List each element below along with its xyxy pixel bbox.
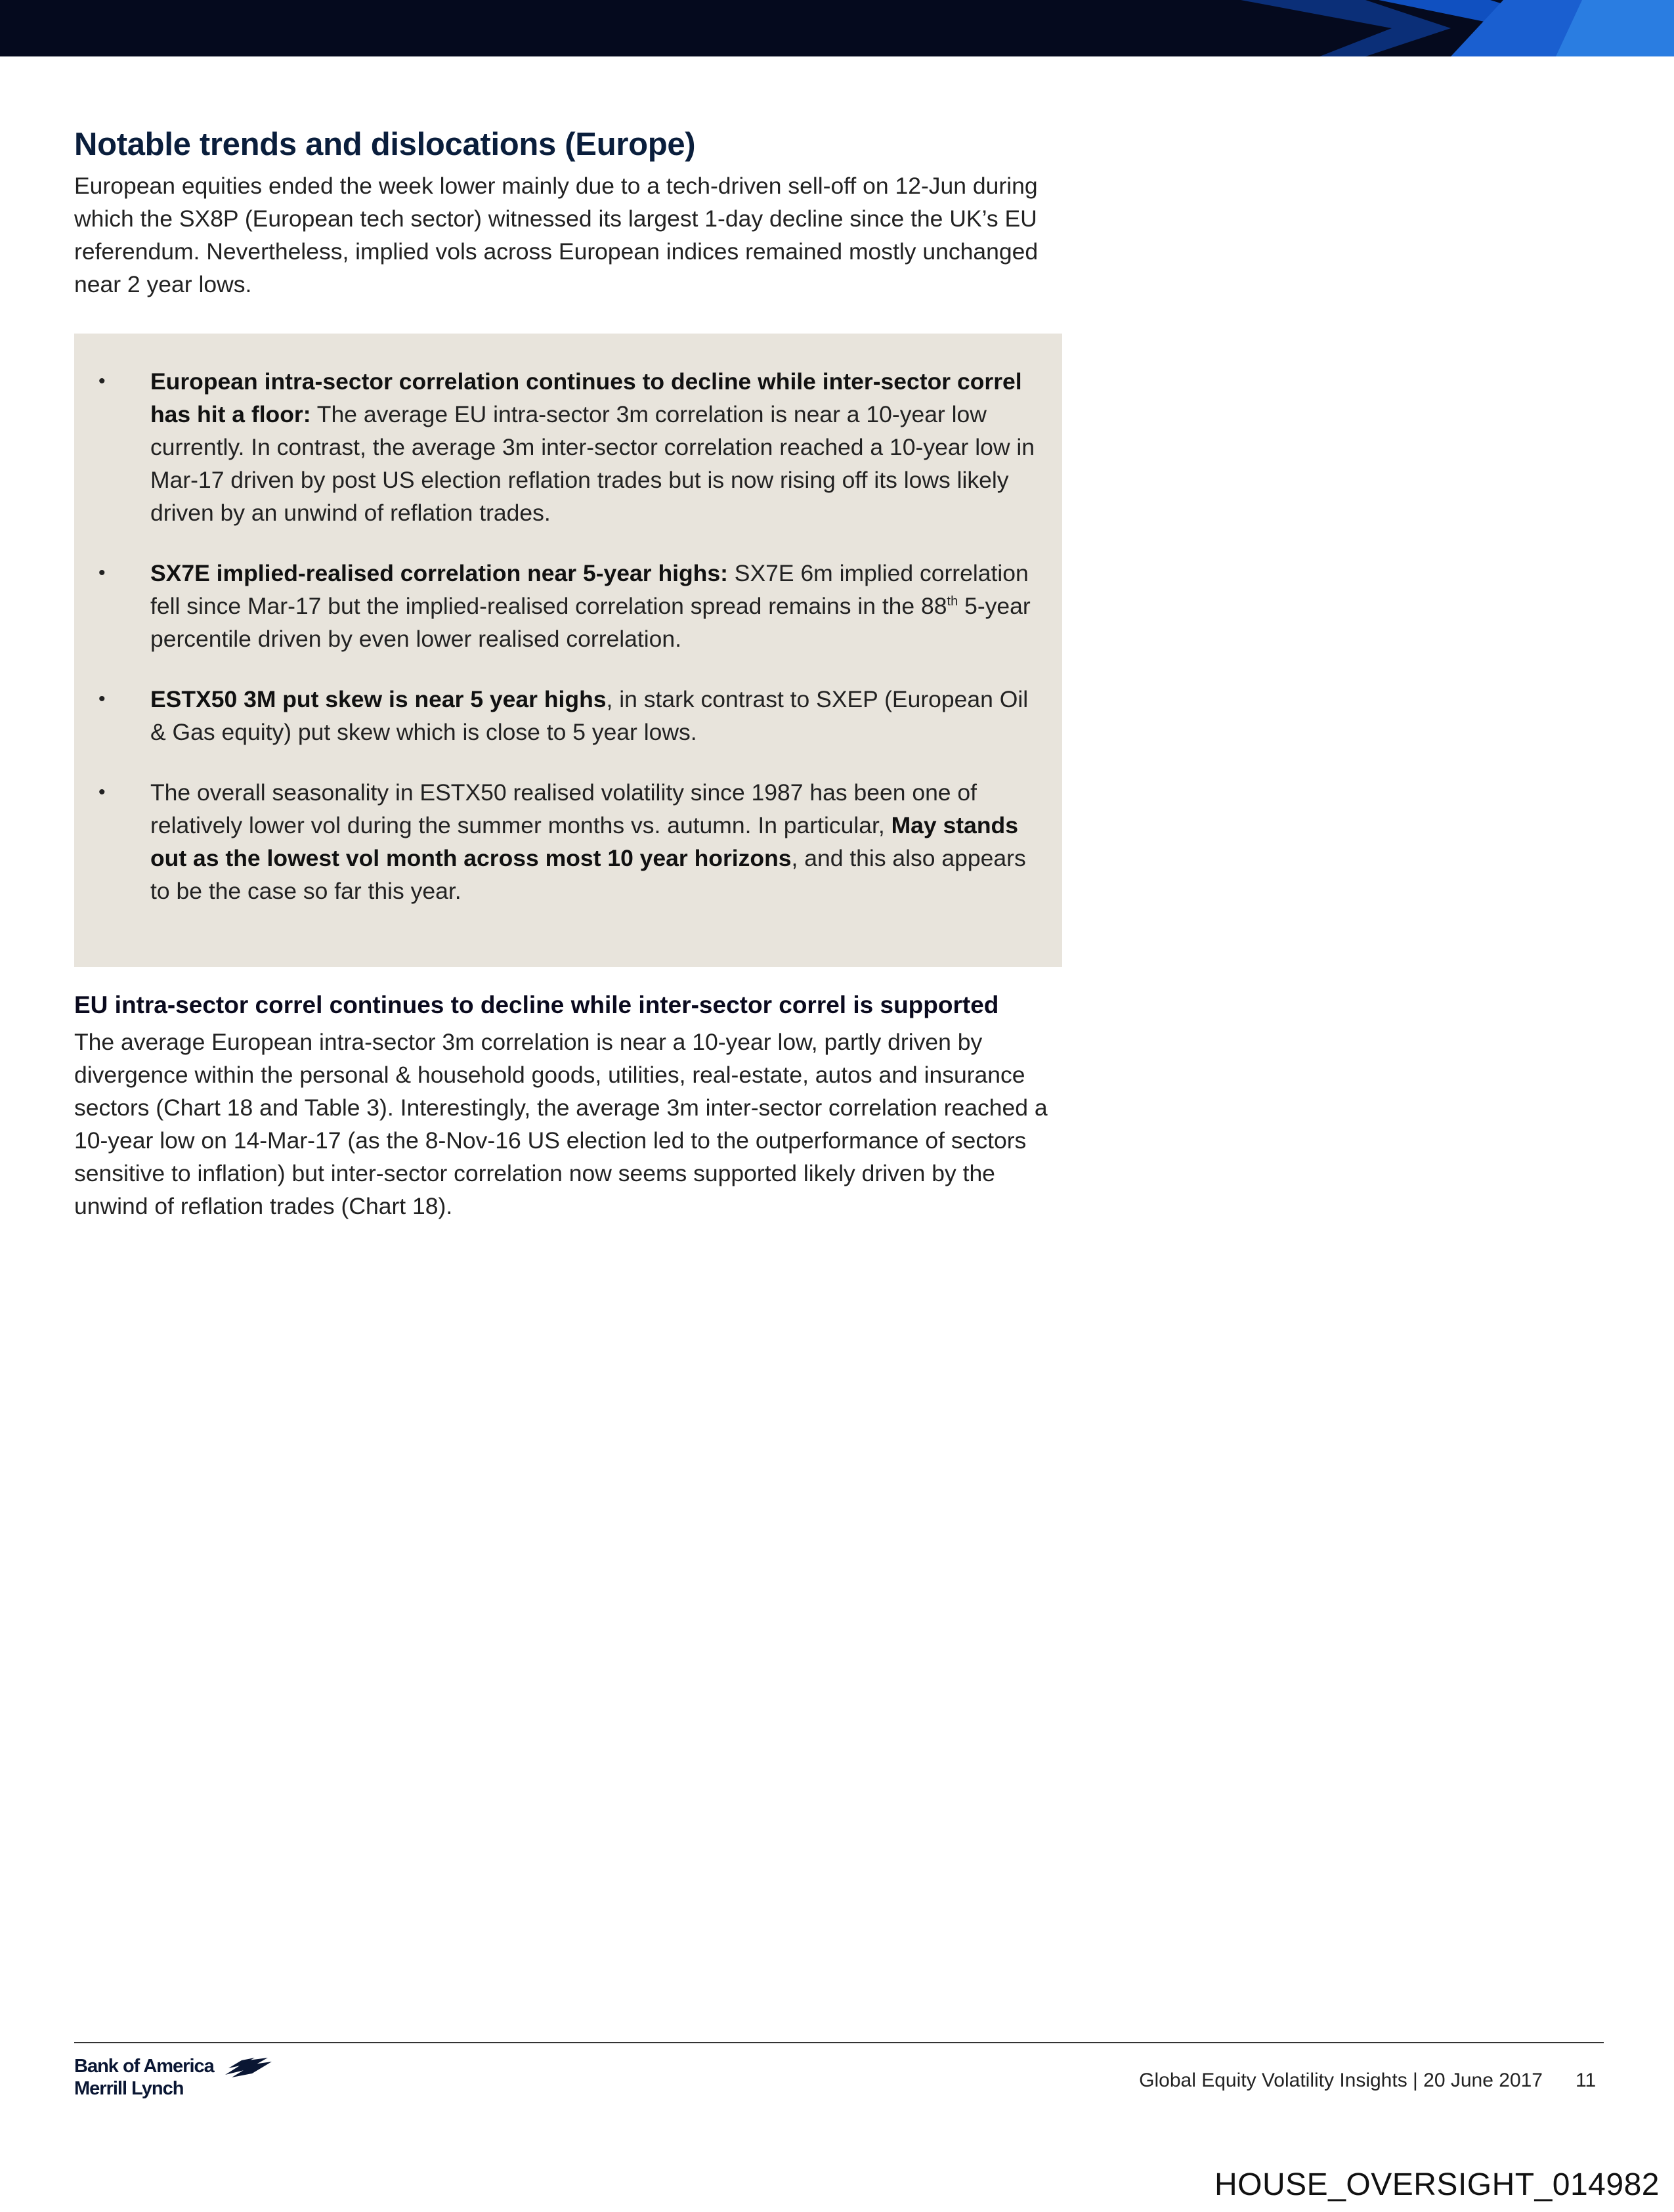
footer-divider bbox=[74, 2042, 1604, 2043]
logo-line-2: Merrill Lynch bbox=[74, 2078, 184, 2099]
page-number: 11 bbox=[1576, 2070, 1597, 2091]
bullet-icon: • bbox=[98, 781, 106, 803]
bullet-icon: • bbox=[98, 370, 106, 392]
bullet-emphasis: May stands out as the lowest vol month across most 10 year horizons bbox=[150, 812, 1018, 871]
subsection-body: The average European intra-sector 3m correlation is near a 10-year low, partly driven by divergence within the personal & household goods, utilities, real-estate, autos and insurance sectors (Chart 18 and Table 3). Interestingly, the average 3m inter-sector correlation reached a 10-year low on 14-Mar-17 (as the 8-Nov-16 US election led to the outperformance of sectors sensitive to inflation) but inter-sector correlation now seems supported likely driven by the unwind of reflation trades (Chart 18). bbox=[74, 1029, 1048, 1219]
bullet-text: The overall seasonality in ESTX50 realised volatility since 1987 has been one of relatively lower vol during the summer months vs. autumn. In particular, bbox=[150, 779, 977, 838]
bullet-text: The average EU intra-sector 3m correlation is near a 10-year low currently. In contrast, the average 3m inter-sector correlation reached a 10-year low in Mar-17 driven by post US election reflation trades but is now rising off its lows likely driven by an unwind of reflation trades. bbox=[150, 401, 1035, 526]
list-item bbox=[74, 365, 1062, 529]
bullet-icon: • bbox=[98, 562, 106, 584]
bullet-lead: SX7E implied-realised correlation near 5-year highs: bbox=[150, 560, 728, 586]
list-item bbox=[74, 683, 1062, 748]
flag-logo-icon bbox=[222, 2055, 274, 2081]
bullet-text-end: , and this also appears to be the case so far this year. bbox=[150, 845, 1026, 904]
key-points-callout bbox=[74, 334, 1062, 967]
bullet-lead: ESTX50 3M put skew is near 5 year highs bbox=[150, 686, 607, 712]
section-title: Notable trends and dislocations (Europe) bbox=[74, 127, 696, 162]
key-points-list bbox=[74, 365, 1062, 935]
list-item bbox=[74, 557, 1062, 655]
bullet-icon: • bbox=[98, 688, 106, 710]
bank-logo bbox=[74, 2055, 284, 2108]
bullet-text-end: 5-year percentile driven by even lower realised correlation. bbox=[150, 593, 1031, 652]
list-item bbox=[74, 776, 1062, 907]
header-stripes-graphic bbox=[1083, 0, 1674, 56]
publication-line: Global Equity Volatility Insights | 20 June 2017 bbox=[1139, 2070, 1543, 2091]
bates-number: HOUSE_OVERSIGHT_014982 bbox=[1214, 2167, 1660, 2202]
header-band bbox=[0, 0, 1674, 56]
intro-paragraph: European equities ended the week lower mainly due to a tech-driven sell-off on 12-Jun during which the SX8P (European tech sector) witnessed its largest 1-day decline since the UK’s EU referendum. Nevertheless, implied vols across European indices remained mostly unchanged near 2 year lows. bbox=[74, 173, 1039, 297]
ordinal-suffix: th bbox=[947, 594, 958, 609]
subsection-heading: EU intra-sector correl continues to decline while inter-sector correl is supported bbox=[74, 991, 999, 1018]
logo-line-1: Bank of America bbox=[74, 2056, 214, 2077]
bullet-text: SX7E 6m implied correlation fell since Mar-17 but the implied-realised correlation spread remains in the 88 bbox=[150, 560, 1029, 619]
bullet-text: , in stark contrast to SXEP (European Oil & Gas equity) put skew which is close to 5 year lows. bbox=[150, 686, 1029, 745]
bullet-lead: European intra-sector correlation continues to decline while inter-sector correl has hit a floor: bbox=[150, 368, 1022, 427]
